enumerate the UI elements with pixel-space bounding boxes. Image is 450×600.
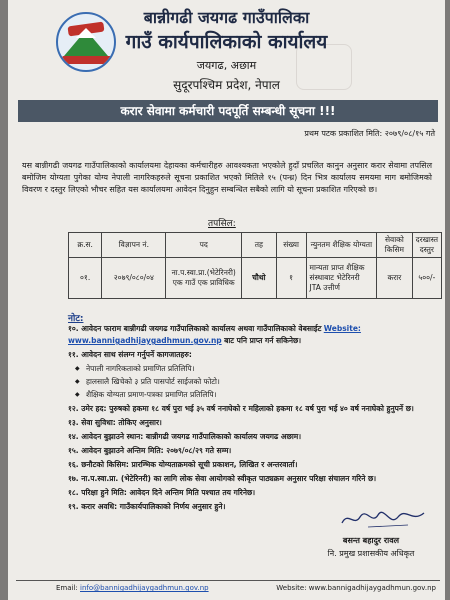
district-line: जयगढ, अछाम: [196, 59, 257, 72]
cell-count: १: [276, 258, 306, 299]
signatory-name: बसन्त बहादुर रावल: [342, 536, 400, 545]
office-name: गाउँ कार्यपालिकाको कार्यालय: [125, 31, 328, 53]
list-item: ◆ नेपाली नागरिकताको प्रमाणित प्रतिलिपि।: [86, 363, 440, 375]
note-18: १८. परिक्षा हुने मिति: आवेदन दिने अन्तिम मिति पश्चात तय गरिनेछ।: [68, 488, 256, 497]
notice-title-banner: करार सेवामा कर्मचारी पदपूर्ति सम्बन्धी सूचना !!!: [18, 100, 438, 122]
note-12: १२. उमेर हद: पुरुषको हकमा १८ वर्ष पुरा भई ३५ वर्ष ननाघेको र महिलाको हकमा १८ वर्ष पुरा भई ४० वर्ष ननाघेको हुनुपर्ने छ।: [68, 404, 414, 413]
vacancy-table: [68, 232, 442, 299]
notice-document: [8, 0, 445, 600]
website-label-link[interactable]: Website:: [323, 324, 361, 333]
note-19: १९. करार अवधि: गाउँकार्यपालिकाको निर्णय अनुसार हुने।: [68, 502, 226, 511]
signatory-title: नि. प्रमुख प्रशासकीय अधिकृत: [327, 549, 415, 558]
footer-email: Email: info@bannigadhijaygadhmun.gov.np: [56, 584, 209, 592]
municipality-name: बान्नीगढी जयगढ गाउँपालिका: [143, 8, 310, 27]
notes-title: नोट:: [68, 314, 84, 324]
publish-date: प्रथम पटक प्रकाशित मिति: २०७९/०८/१५ गते: [304, 129, 435, 138]
col-count: संख्या: [276, 233, 306, 258]
notes-list: [68, 323, 440, 515]
handwritten-signature: [338, 507, 428, 531]
note-17: १७. ना.प.स्वा.प्रा. (भेटेरिनरी) का लागि लोक सेवा आयोगको स्वीकृत पाठ्यक्रम अनुसार परिक्षा संचालन गरिने छ।: [68, 474, 377, 483]
note-16: १६. छनौटको किसिम: प्रारम्भिक योग्यताक्रमको सूची प्रकाशन, लिखित र अन्तरवार्ता।: [68, 460, 298, 469]
note-15: १५. आवेदन बुझाउने अन्तिम मिति: २०७९/०८/२९ गते सम्म।: [68, 446, 232, 455]
required-documents-list: [86, 363, 440, 401]
cell-fee: ५००/-: [412, 258, 441, 299]
intro-paragraph: यस बान्नीगढी जयगढ गाउँपालिकाको कार्यालयमा देहायका कर्मचारीहरु आवश्यकता भएकोले हुदाँ प्रचलित कानुन अनुसार करार सेवामा तपसिल बमोजिम योग्यता पुगेका योग्य नेपाली नागरिकहरुले सूचना प्रकाशित भएको मितिले १५ (पन्ध्र) दिन भित्र कार्यालय समयमा माग बमोजिमको विवरण र दस्तुर लिएको भौचर सहित यस कार्यालयमा आवेदन दिनुहुन सम्बन्धित सबैको लागि यो सूचना प्रकाशित गरिएको छ।: [22, 161, 432, 194]
col-fee: दरखास्त दस्तुर: [412, 233, 441, 258]
note-13: १३. सेवा सुविधा: तोकिए अनुसार।: [68, 418, 162, 427]
col-service-type: सेवाको किसिम: [377, 233, 413, 258]
email-link[interactable]: info@bannigadhijaygadhmun.gov.np: [80, 584, 209, 592]
note-10: १०. आवेदन फाराम बान्नीगढी जयगढ गाउँपालिकाको कार्यालय अथवा गाउँपालिकाको वेबसाईट Website: www.bannigadhijaygadhmun.gov.np बाट पनि प्राप्त गर्न सकिनेछ।: [68, 324, 361, 345]
details-heading: तपसिल:: [208, 219, 236, 229]
list-item: ◆ हालसालै खिचेको ३ प्रति पासपोर्ट साईजको फोटो।: [86, 376, 440, 388]
table-row: [69, 258, 442, 299]
cell-level: चौथो: [242, 258, 277, 299]
cell-qualification: मान्यता प्राप्त शैक्षिक संस्थाबाट भेटेरिनरी JTA उत्तीर्ण: [306, 258, 377, 299]
website-link[interactable]: www.bannigadhijaygadhmun.gov.np: [68, 336, 222, 345]
col-post: पद: [166, 233, 242, 258]
col-level: तह: [242, 233, 277, 258]
footer: [16, 580, 440, 597]
table-header-row: [69, 233, 442, 258]
cell-sn: ०१.: [69, 258, 102, 299]
note-11: ११. आवेदन साथ संलग्न गर्नुपर्ने कागजातहरु:: [68, 350, 192, 359]
cell-post: ना.प.स्वा.प्रा.(भेटेरिनरी) एक गाउँ एक प्राविधिक: [166, 258, 242, 299]
website-footer-link[interactable]: www.bannigadhijaygadhmun.gov.np: [308, 584, 436, 592]
letterhead: [8, 0, 445, 100]
footer-website: Website: www.bannigadhijaygadhmun.gov.np: [276, 584, 436, 592]
cell-service-type: करार: [377, 258, 413, 299]
province-line: सुदूरपश्चिम प्रदेश, नेपाल: [173, 78, 280, 92]
cell-ad-no: २०७९/०८०/०४: [102, 258, 166, 299]
note-14: १४. आवेदन बुझाउने स्थान: बान्नीगढी जयगढ गाउँपालिकाको कार्यालय जयगढ अछाम।: [68, 432, 302, 441]
col-sn: क्र.स.: [69, 233, 102, 258]
list-item: ◆ शैक्षिक योग्यता प्रमाण-पत्रका प्रमाणित प्रतिलिपि।: [86, 389, 440, 401]
col-ad-no: विज्ञापन नं.: [102, 233, 166, 258]
col-qualification: न्युनतम शैक्षिक योग्यता: [306, 233, 377, 258]
